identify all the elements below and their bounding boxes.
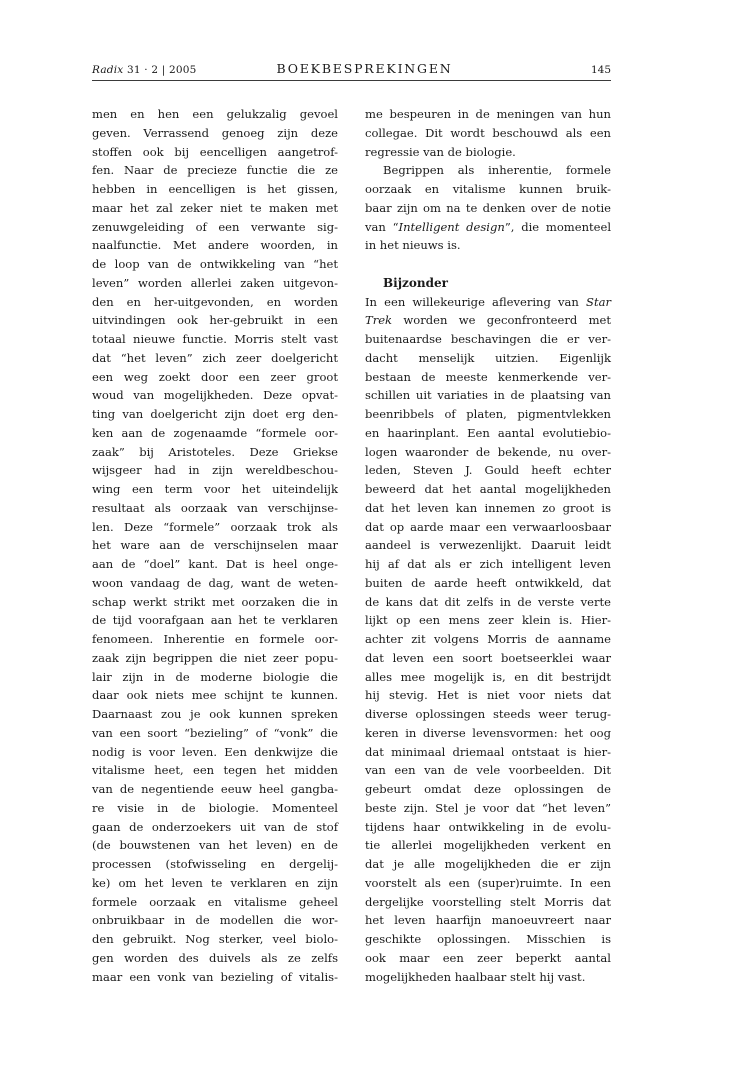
text-line: achter zit volgens Morris de aanname [365, 632, 611, 646]
text-line: (de bouwstenen van het leven) en de [92, 838, 338, 853]
text-line: me bespeuren in de meningen van hun [365, 107, 611, 121]
text-line: dat op aarde maar een verwaarloosbaar [365, 519, 611, 534]
text-line: re visie in de biologie. Momenteel [92, 800, 338, 815]
text-line: van een soort “bezieling” of “vonk” die [92, 725, 338, 740]
page-number: 145 [590, 64, 611, 76]
text-line: resultaat als oorzaak van verschijnse- [92, 500, 338, 515]
text-line: wing een term voor het uiteindelijk [92, 482, 338, 496]
text-line: van een van de vele voorbeelden. Dit [365, 763, 611, 778]
text-line: tijdens haar ontwikkeling in de evolu- [365, 819, 611, 834]
text-line: collegae. Dit wordt beschouwd als een [365, 125, 611, 140]
text-line: de kans dat dit zelfs in de verste verte [365, 594, 611, 609]
text-line: geschikte oplossingen. Misschien is [365, 932, 611, 946]
text-line [365, 293, 611, 312]
text-line: hebben in eencelligen is het gissen, [92, 182, 338, 196]
text-line: wijsgeer had in zijn wereldbeschou- [92, 463, 338, 478]
text-line: processen (stofwisseling en dergelij- [92, 857, 338, 871]
text-line: leven” worden allerlei zaken uitgevon- [92, 275, 338, 290]
text-line: stoffen ook bij eencelligen aangetrof- [92, 144, 338, 159]
text-line: alles mee mogelijk is, en dit bestrijdt [365, 669, 611, 684]
header-rule [92, 80, 611, 81]
text-line: voorstelt als een (super)ruimte. In een [365, 875, 611, 890]
text-line: maar het zal zeker niet te maken met [92, 200, 338, 215]
text-line: maar een vonk van bezieling of vitalis- [92, 969, 338, 984]
text-line: vitalisme heet, een tegen het midden [92, 763, 338, 778]
text-line: dat het leven kan innemen zo groot is [365, 500, 611, 515]
text-line: gebeurt omdat deze oplossingen de [365, 782, 611, 796]
text-line: buitenaardse beschavingen die er ver- [365, 332, 611, 346]
text-line: dat je alle mogelijkheden die er zijn [365, 857, 611, 871]
journal-issue: 31 · 2 | 2005 [126, 64, 197, 76]
text-line: Daarnaast zou je ook kunnen spreken [92, 707, 338, 721]
text-line: diverse oplossingen steeds weer terug- [365, 707, 611, 721]
text-line: in het nieuws is. [365, 238, 461, 253]
text-line: ting van doelgericht zijn doet erg den- [92, 407, 338, 421]
text-line: schap werkt strikt met oorzaken die in [92, 594, 338, 609]
running-header [92, 60, 611, 80]
text-fragment: In een willekeurige aflevering van [365, 294, 587, 309]
text-line: uitvindingen ook her-gebruikt in een [92, 313, 338, 328]
italic-title: Star [586, 294, 611, 309]
text-line: tie allerlei mogelijkheden verkent en [365, 838, 611, 853]
text-line: zenuwgeleiding of een verwante sig- [92, 219, 338, 234]
section-heading: Bijzonder [383, 275, 448, 290]
text-line: ken aan de zogenaamde “formele oor- [92, 425, 338, 440]
text-line: den gebruikt. Nog sterker, veel biolo- [92, 932, 338, 946]
text-line: bestaan de meeste kenmerkende ver- [365, 369, 611, 384]
text-line: de tijd voorafgaan aan het te verklaren [92, 613, 338, 628]
text-line: van de negentiende eeuw heel gangba- [92, 782, 338, 796]
text-line: woud van mogelijkheden. Deze opvat- [92, 388, 338, 403]
right-column [365, 105, 611, 986]
italic-title: Trek [365, 313, 393, 328]
text-line: daar ook niets mee schijnt te kunnen. [92, 688, 338, 703]
text-line: aandeel is verwezenlijkt. Daaruit leidt [365, 538, 611, 553]
text-line: onbruikbaar in de modellen die wor- [92, 913, 338, 928]
text-line [365, 218, 611, 237]
text-line: dacht menselijk uitzien. Eigenlijk [365, 350, 611, 365]
text-line: mogelijkheden haalbaar stelt hij vast. [365, 969, 586, 984]
text-line: schillen uit variaties in de plaatsing van [365, 388, 611, 403]
text-line: dat minimaal driemaal ontstaat is hier- [365, 744, 611, 759]
text-line: dat “het leven” zich zeer doelgericht [92, 350, 338, 365]
text-line: een weg zoekt door een zeer groot [92, 369, 338, 384]
text-line: hij stevig. Het is niet voor niets dat [365, 688, 611, 703]
text-line: len. Deze “formele” oorzaak trok als [92, 519, 338, 534]
text-line: fenomeen. Inherentie en formele oor- [92, 632, 338, 646]
section-title: BOEKBESPREKINGEN [276, 61, 453, 76]
text-line: buiten de aarde heeft ontwikkeld, dat [365, 575, 611, 590]
text-line: gen worden des duivels als ze zelfs [92, 950, 338, 965]
text-line: de loop van de ontwikkeling van “het [92, 257, 338, 271]
text-line: keren in diverse levensvormen: het oog [365, 725, 611, 740]
text-line: fen. Naar de precieze functie die ze [92, 163, 338, 178]
text-line: beenribbels of platen, pigmentvlekken [365, 407, 611, 421]
journal-name: Radix [92, 64, 124, 76]
text-line: leden, Steven J. Gould heeft echter [365, 463, 611, 478]
text-line: formele oorzaak en vitalisme geheel [92, 894, 338, 909]
text-line: Begrippen als inherentie, formele [383, 163, 611, 178]
text-line [365, 311, 611, 330]
text-line: gaan de onderzoekers uit van de stof [92, 819, 338, 834]
text-line: en haarinplant. Een aantal evolutiebio- [365, 425, 611, 440]
text-line: beste zijn. Stel je voor dat “het leven” [365, 800, 611, 815]
text-line: dat leven een soort boetseerklei waar [365, 650, 611, 665]
text-line: den en her-uitgevonden, en worden [92, 294, 338, 309]
text-line: woon vandaag de dag, want de weten- [92, 575, 338, 590]
text-line: naalfunctie. Met andere woorden, in [92, 238, 338, 253]
text-line: zaak zijn begrippen die niet zeer popu- [92, 650, 338, 665]
text-fragment: ”, die momenteel [504, 219, 612, 234]
text-line: ke) om het leven te verklaren en zijn [92, 875, 338, 890]
text-line: nodig is voor leven. Een denkwijze die [92, 744, 338, 759]
text-line: hij af dat als er zich intelligent leven [365, 557, 611, 571]
text-line: het ware aan de verschijnselen maar [92, 538, 338, 553]
text-line: beweerd dat het aantal mogelijkheden [365, 482, 611, 496]
text-fragment: van “ [365, 219, 399, 234]
text-line: men en hen een gelukzalig gevoel [92, 107, 338, 121]
text-line: aan de “doel” kant. Dat is heel onge- [92, 557, 338, 571]
italic-term: Intelligent design [398, 219, 505, 234]
text-line: lijkt op een mens zeer klein is. Hier- [365, 613, 611, 628]
text-line: regressie van de biologie. [365, 144, 516, 159]
text-fragment: worden we geconfronteerd met [392, 313, 611, 328]
text-line: dergelijke voorstelling stelt Morris dat [365, 894, 611, 909]
blank-line [365, 255, 611, 274]
text-line: totaal nieuwe functie. Morris stelt vast [92, 332, 338, 346]
text-line: baar zijn om na te denken over de notie [365, 200, 611, 215]
text-line: lair zijn in de moderne biologie die [92, 669, 338, 684]
text-line: ook maar een zeer beperkt aantal [365, 950, 611, 965]
text-line: het leven haarfijn manoeuvreert naar [365, 913, 611, 928]
text-line: oorzaak en vitalisme kunnen bruik- [365, 182, 611, 196]
left-column [92, 105, 338, 986]
text-line: zaak” bij Aristoteles. Deze Griekse [92, 444, 338, 459]
text-line: logen waaronder de bekende, nu over- [365, 444, 611, 459]
text-line: geven. Verrassend genoeg zijn deze [92, 125, 338, 140]
